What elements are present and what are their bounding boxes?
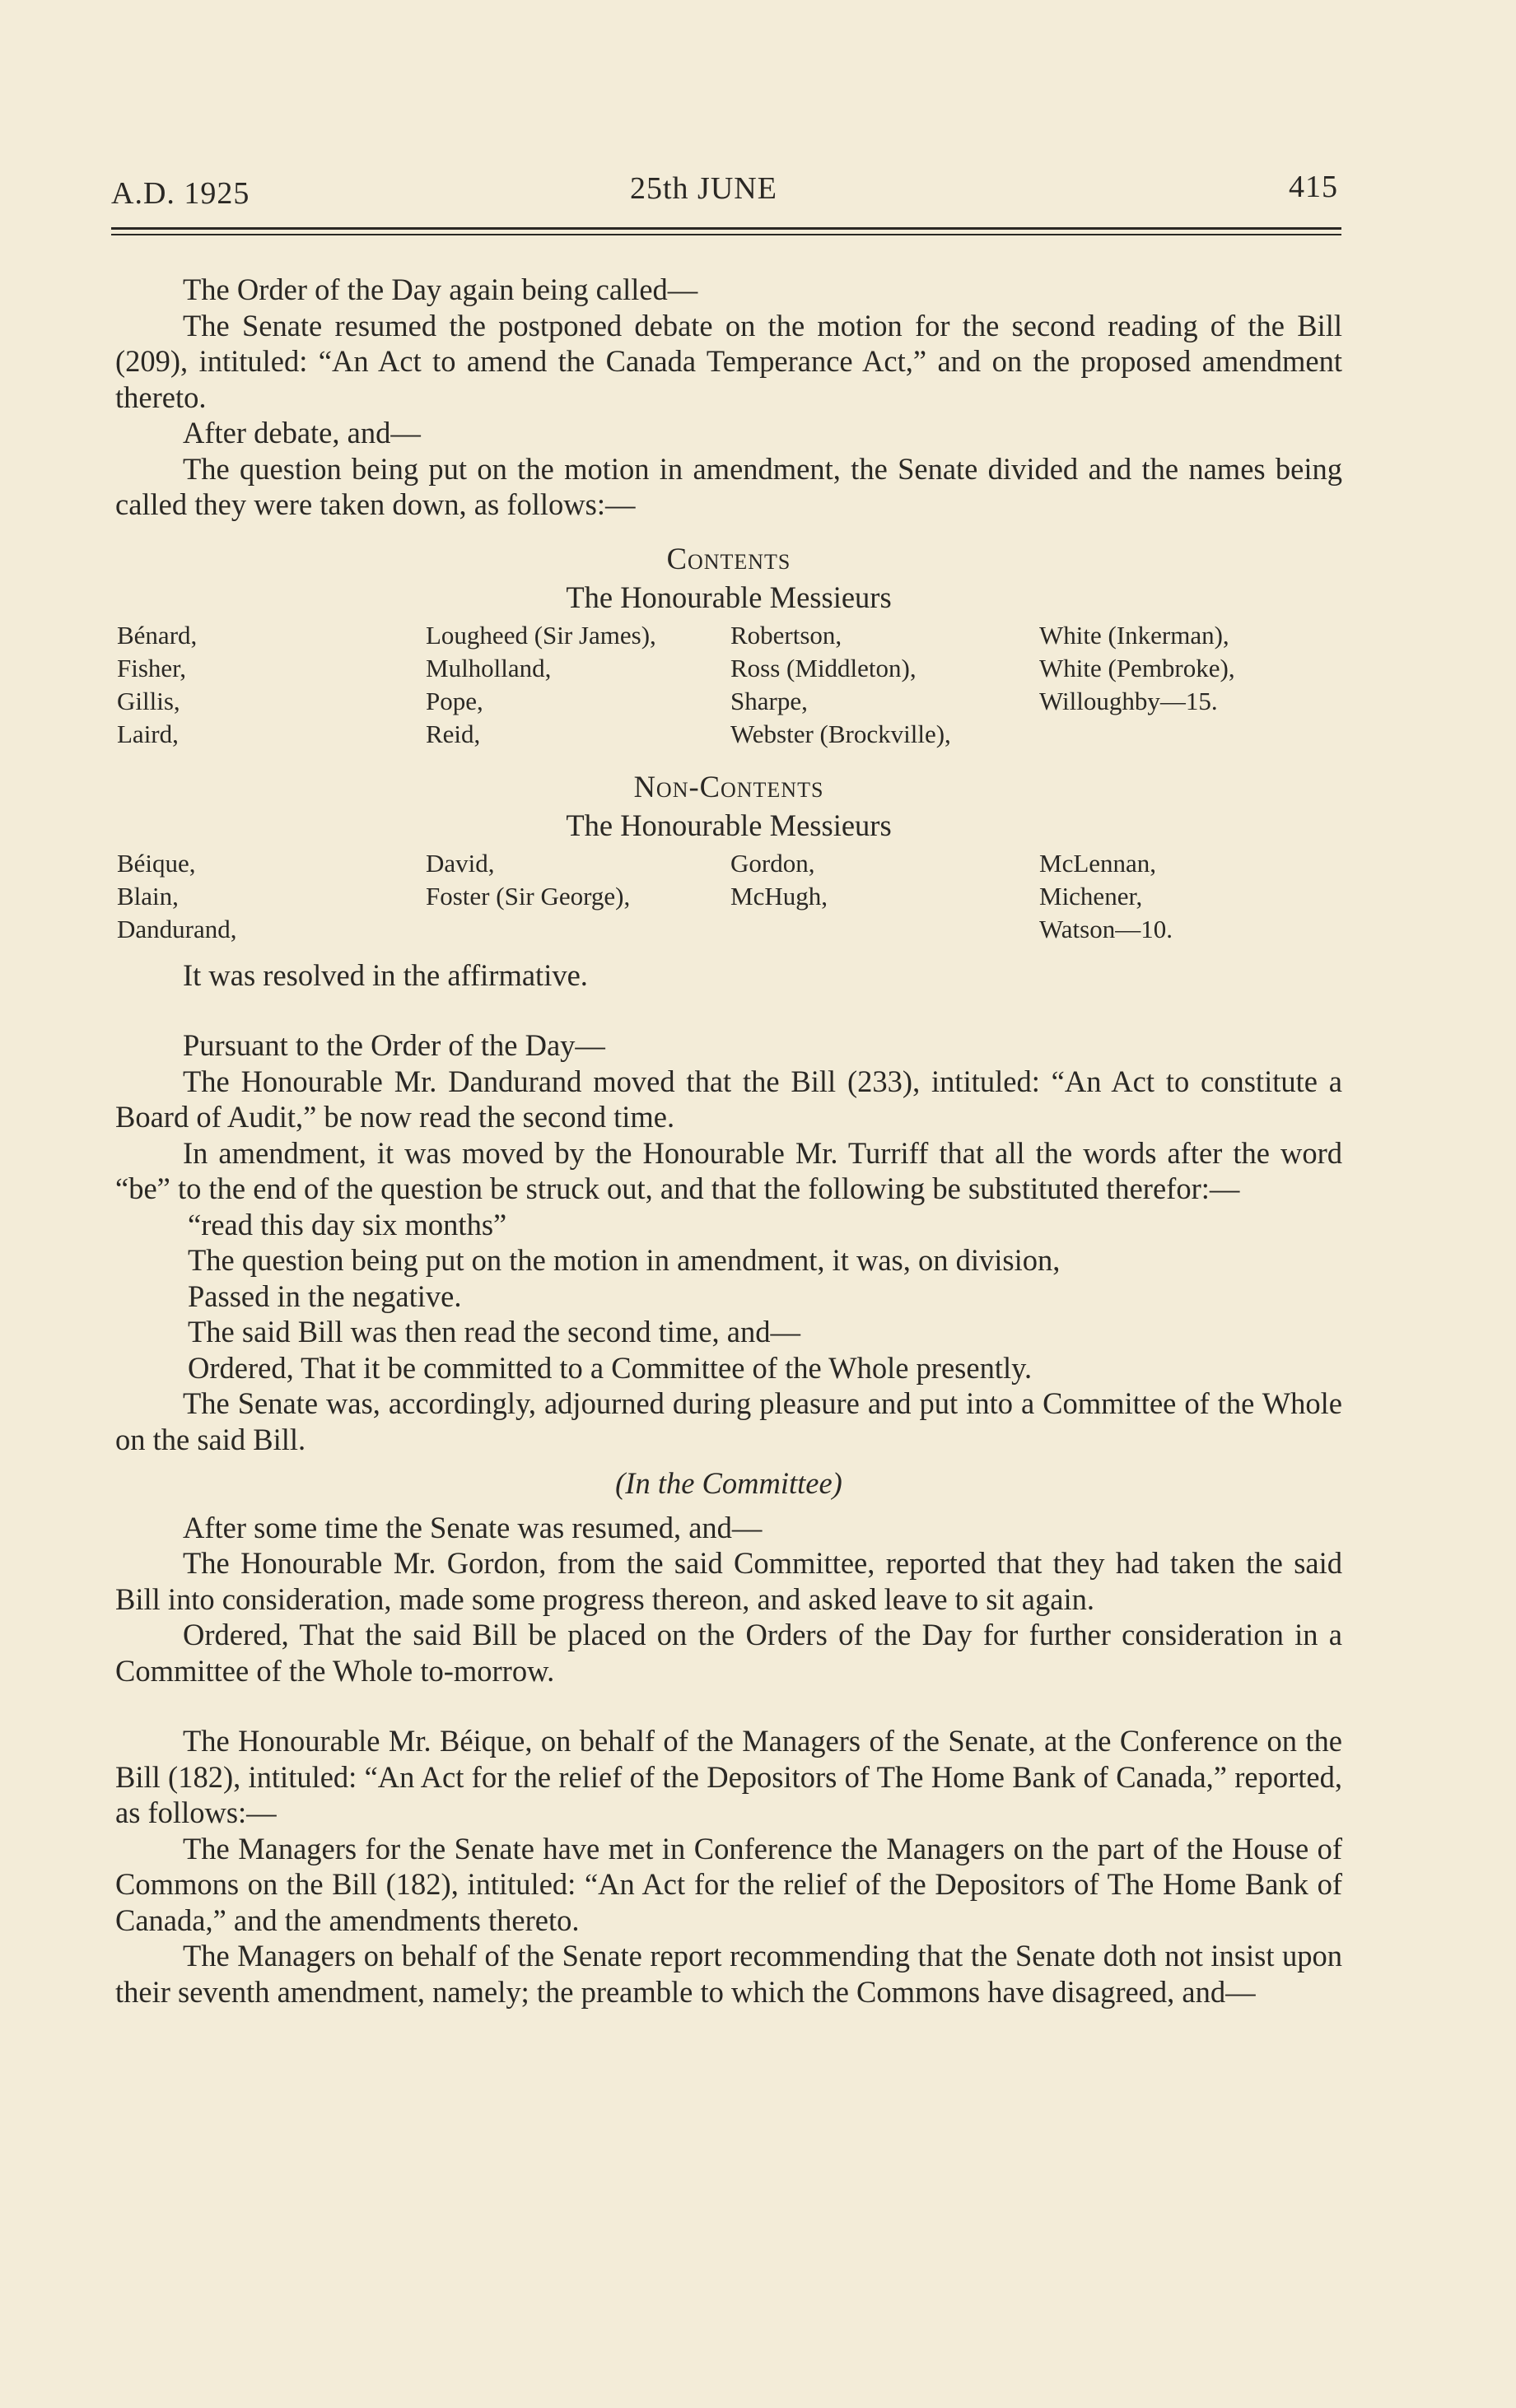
second-reading-line: The said Bill was then read the second time, and— — [188, 1315, 800, 1348]
header-year: A.D. 1925 — [111, 176, 250, 211]
contents-col-3 — [730, 619, 1039, 751]
name: McHugh, — [730, 881, 828, 911]
name: Dandurand, — [117, 914, 237, 943]
contents-heading: Contents — [666, 541, 791, 575]
name: White (Pembroke), — [1039, 653, 1235, 682]
ordered-placed-paragraph: Ordered, That the said Bill be placed on the Orders of the Day for further consideration in a Committee of the Whole to-morrow. — [115, 1618, 1342, 1688]
ordered-committed-line: Ordered, That it be committed to a Committee of the Whole presently. — [188, 1350, 1033, 1385]
name: Pope, — [426, 686, 483, 715]
contents-subheading: The Honourable Messieurs — [566, 580, 892, 614]
name: Béique, — [117, 848, 196, 878]
non-contents-col-3 — [730, 847, 1039, 946]
header-date: 25th JUNE — [630, 171, 777, 206]
order-of-day-line: The Order of the Day again being called— — [183, 272, 698, 306]
non-contents-subheading: The Honourable Messieurs — [566, 808, 892, 842]
committee-heading: (In the Committee) — [615, 1466, 842, 1500]
name: David, — [426, 848, 495, 878]
name: Watson—10. — [1039, 914, 1173, 943]
senate-resumed-line: After some time the Senate was resumed, and— — [183, 1510, 763, 1544]
name: Bénard, — [117, 620, 198, 650]
name: White (Inkerman), — [1039, 620, 1229, 650]
header-rule-bottom — [111, 234, 1341, 235]
question-division-line: The question being put on the motion in amendment, it was, on division, — [188, 1243, 1061, 1277]
turriff-amendment-paragraph: In amendment, it was moved by the Honourable Mr. Turriff that all the words after the word “be” to the end of the question be struck out, and that the following be substituted therefor:— — [115, 1135, 1342, 1205]
contents-col-4 — [1039, 619, 1344, 751]
contents-names — [117, 619, 1342, 751]
header-rule-top — [111, 227, 1341, 230]
non-contents-col-2 — [426, 847, 730, 946]
non-contents-col-1 — [117, 847, 426, 946]
name: Sharpe, — [730, 686, 808, 715]
dandurand-motion-paragraph: The Honourable Mr. Dandurand moved that the Bill (233), intituled: “An Act to constitute a Board of Audit,” be now read the second time. — [115, 1064, 1342, 1134]
gordon-report-paragraph: The Honourable Mr. Gordon, from the said Committee, reported that they had taken the said Bill into consideration, made some progress thereon, and asked leave to sit again. — [115, 1546, 1342, 1616]
name: Ross (Middleton), — [730, 653, 917, 682]
name: Laird, — [117, 719, 179, 748]
six-months-line: “read this day six months” — [188, 1207, 507, 1241]
non-contents-col-4 — [1039, 847, 1344, 946]
non-contents-names — [117, 847, 1342, 946]
name: Michener, — [1039, 881, 1143, 911]
debate-resumed-paragraph: The Senate resumed the postponed debate on the motion for the second reading of the Bill (209), intituled: “An Act to amend the Canada Temperance Act,” and on the proposed amendment thereto. — [115, 308, 1342, 414]
name: Gordon, — [730, 848, 815, 878]
adjourned-paragraph: The Senate was, accordingly, adjourned during pleasure and put into a Committee of the Whole on the said Bill. — [115, 1386, 1342, 1456]
contents-col-2 — [426, 619, 730, 751]
name: Fisher, — [117, 653, 187, 682]
name: Foster (Sir George), — [426, 881, 631, 911]
name: Mulholland, — [426, 653, 552, 682]
non-contents-heading: Non-Contents — [633, 769, 824, 803]
name: Lougheed (Sir James), — [426, 620, 656, 650]
name: Webster (Brockville), — [730, 719, 951, 748]
name: Gillis, — [117, 686, 180, 715]
managers-met-paragraph: The Managers for the Senate have met in Conference the Managers on the part of the House of Commons on the Bill (182), intituled: “An Act for the relief of the Depositors of The Home Bank of Canada,” and the amendments thereto. — [115, 1831, 1342, 1937]
page-header — [111, 169, 1338, 210]
name: Reid, — [426, 719, 481, 748]
managers-recommend-paragraph: The Managers on behalf of the Senate report recommending that the Senate doth not insist upon their seventh amendment, namely; the preamble to which the Commons have disagreed, and— — [115, 1939, 1342, 2009]
name: Blain, — [117, 881, 179, 911]
after-debate-line: After debate, and— — [183, 416, 421, 449]
name: Robertson, — [730, 620, 842, 650]
name: Willoughby—15. — [1039, 686, 1218, 715]
contents-col-1 — [117, 619, 426, 751]
question-put-paragraph: The question being put on the motion in amendment, the Senate divided and the names being called they were taken down, as follows:— — [115, 451, 1342, 521]
passed-negative-line: Passed in the negative. — [188, 1279, 462, 1313]
beique-report-paragraph: The Honourable Mr. Béique, on behalf of the Managers of the Senate, at the Conference on the Bill (182), intituled: “An Act for the relief of the Depositors of The Home Bank of Canada,” reported, as follows:— — [115, 1724, 1342, 1829]
page-body — [115, 272, 1342, 2010]
page-number: 415 — [1289, 170, 1338, 204]
name: McLennan, — [1039, 848, 1157, 878]
resolved-line: It was resolved in the affirmative. — [183, 957, 588, 992]
pursuant-line: Pursuant to the Order of the Day— — [183, 1028, 605, 1062]
